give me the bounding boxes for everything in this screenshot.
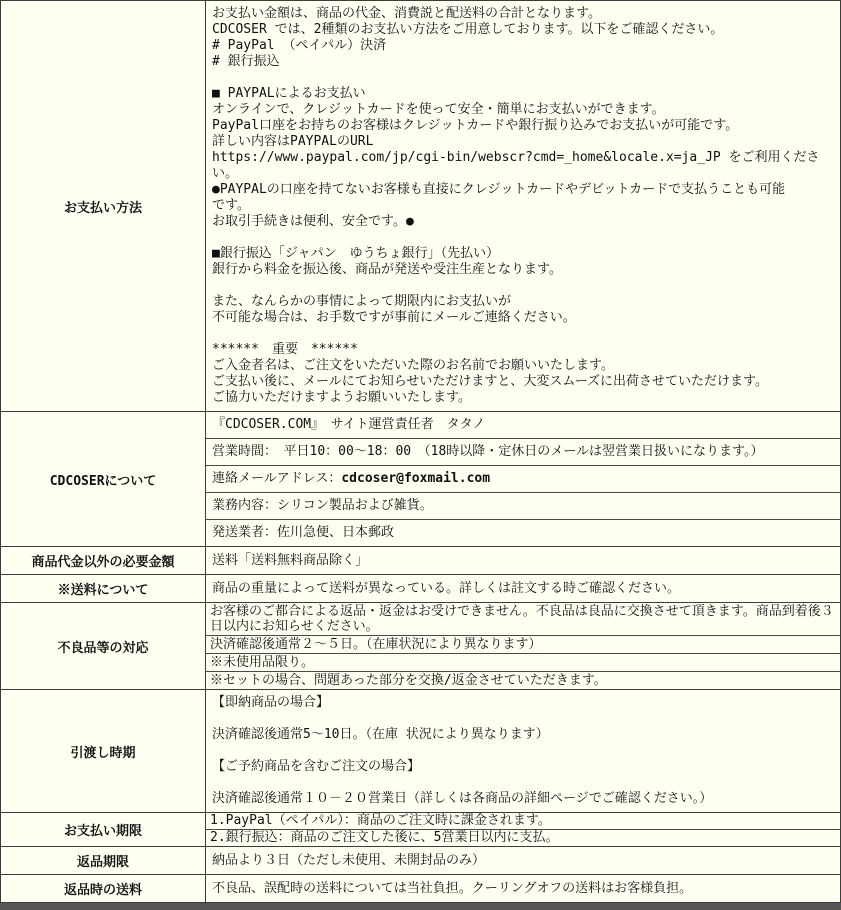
content-block xyxy=(206,465,840,492)
row-about-cdcoser xyxy=(1,412,841,547)
content-block xyxy=(206,492,840,519)
text-line: 納品より３日（ただし未使用、未開封品のみ） xyxy=(212,852,486,868)
row-header-payment-deadline: お支払い期限 xyxy=(1,813,206,847)
text-line: お支払い金額は、商品の代金、消費説と配送料の合計となります。 xyxy=(212,6,601,21)
row-content-payment-deadline xyxy=(206,813,841,847)
text-line: 詳しい内容はPAYPALのURL xyxy=(212,134,374,149)
content-block xyxy=(206,603,840,635)
content-block xyxy=(206,577,840,601)
row-payment-method xyxy=(1,1,841,412)
contact-email: cdcoser@foxmail.com xyxy=(341,471,491,486)
text-line: ■ PAYPALによるお支払い xyxy=(212,86,366,101)
row-header-return-shipping: 返品時の送料 xyxy=(1,875,206,903)
content-block xyxy=(206,880,840,898)
row-content-return-shipping xyxy=(206,875,841,903)
text-line: # PayPal （ペイパル）決済 xyxy=(212,38,387,53)
text-line: ※セットの場合、問題あった部分を交換/返金させていただきます。 xyxy=(210,673,607,688)
row-content-extra-fees xyxy=(206,547,841,575)
text-line: ご協力いただけますようお願いいたします。 xyxy=(212,390,471,405)
text-line: オンラインで、クレジットカードを使って安全・簡単にお支払いができます。 xyxy=(212,102,665,117)
text-line: ****** 重要 ****** xyxy=(212,342,358,357)
row-content-delivery-time xyxy=(206,690,841,813)
text-line: 『CDCOSER.COM』 サイト運営責任者 タタノ xyxy=(212,417,486,432)
text-line: 商品の重量によって送料が異なっている。詳しくは註文する時ご確認ください。 xyxy=(212,580,681,596)
text-line: ■銀行振込「ジャパン ゆうちょ銀行」（先払い） xyxy=(212,246,500,261)
content-block xyxy=(206,550,840,572)
row-header-defective-items: 不良品等の対応 xyxy=(1,603,206,690)
row-header-payment-method: お支払い方法 xyxy=(1,1,206,412)
row-content-return-deadline xyxy=(206,847,841,875)
text-line xyxy=(212,743,834,759)
row-content-defective-items xyxy=(206,603,841,690)
row-payment-deadline xyxy=(1,813,841,847)
row-return-shipping xyxy=(1,875,841,903)
row-delivery-time xyxy=(1,690,841,813)
text-line: PayPal口座をお持ちのお客様はクレジットカードや銀行振り込みでお支払いが可能です。 xyxy=(212,118,739,133)
text-line: 1.PayPal（ペイパル）：商品のご注文時に課金されます。 xyxy=(210,813,551,828)
text-line xyxy=(212,278,834,294)
text-line: ※未使用品限り。 xyxy=(210,655,315,670)
row-shipping-fee xyxy=(1,575,841,603)
row-header-extra-fees: 商品代金以外の必要金額 xyxy=(1,547,206,575)
row-content-shipping-fee xyxy=(206,575,841,603)
row-header-about-cdcoser: CDCOSERについて xyxy=(1,412,206,547)
text-line: 決済確認後通常２～５日。（在庫状況により異なります） xyxy=(210,637,542,652)
content-block xyxy=(206,813,840,829)
paypal-url-line: https://www.paypal.com/jp/cgi-bin/webscr?cmd=_home&locale.x=ja_JP をご利用ください。 xyxy=(212,150,820,181)
text-line: お取引手続きは便利、安全です。● xyxy=(212,214,414,229)
row-content-payment-method xyxy=(206,1,841,412)
text-line: # 銀行振込 xyxy=(212,54,280,69)
text-line: 決済確認後通常5～10日。（在庫 状況により異なります） xyxy=(212,727,549,742)
text-line xyxy=(212,775,834,791)
text-line: 銀行から料金を振込後、商品が発送や受注生産となります。 xyxy=(212,262,562,277)
row-content-about-cdcoser xyxy=(206,412,841,547)
text-line: お客様のご都合による返品・返金はお受けできません。不良品は良品に交換させて頂きます。商品到着後３日以内にお知らせください。 xyxy=(210,604,834,634)
text-line: 発送業者：佐川急便、日本郵政 xyxy=(212,525,395,540)
text-line xyxy=(212,230,834,246)
row-defective-items xyxy=(1,603,841,690)
text-line xyxy=(212,70,834,86)
text-line: CDCOSER では、2種類のお支払い方法をご用意しております。以下をご確認ください。 xyxy=(212,22,724,37)
content-block xyxy=(206,1,840,411)
text-line: ご入金者名は、ご注文をいただいた際のお名前でお願いいたします。 xyxy=(212,358,614,373)
row-header-delivery-time: 引渡し時期 xyxy=(1,690,206,813)
content-block xyxy=(206,438,840,465)
content-block xyxy=(206,412,840,438)
text-line: 2.銀行振込：商品のご注文した後に、5営業日以内に支払。 xyxy=(210,830,559,845)
content-block xyxy=(206,635,840,653)
text-line xyxy=(212,711,834,727)
text-line: です。 xyxy=(212,198,250,213)
text-segment: 連絡メールアドレス： xyxy=(212,471,342,486)
row-header-shipping-fee: ※送料について xyxy=(1,575,206,603)
text-line: 不良品、誤配時の送料については当社負担。クーリングオフの送料はお客様負担。 xyxy=(212,880,693,896)
text-line: また、なんらかの事情によって期限内にお支払いが xyxy=(212,294,512,309)
row-header-return-deadline: 返品期限 xyxy=(1,847,206,875)
content-block xyxy=(206,653,840,671)
content-block xyxy=(206,690,840,812)
content-block xyxy=(206,850,840,872)
row-extra-fees xyxy=(1,547,841,575)
row-return-deadline xyxy=(1,847,841,875)
text-line: 決済確認後通常１０－２０営業日（詳しくは各商品の詳細ページでご確認ください。） xyxy=(212,791,713,806)
text-line: 送料「送料無料商品除く」 xyxy=(212,552,369,568)
text-line: 【即納商品の場合】 xyxy=(212,695,330,710)
text-line: ご支払い後に、メールにてお知らせいただけますと、大変スムーズに出荷させていただけます。 xyxy=(212,374,769,389)
text-line xyxy=(212,326,834,342)
content-block xyxy=(206,829,840,846)
content-block xyxy=(206,519,840,546)
text-line: 業務内容：シリコン製品および雑貨。 xyxy=(212,498,433,513)
text-line xyxy=(212,471,834,487)
bottom-bar xyxy=(0,903,841,910)
text-line: ●PAYPALの口座を持てないお客様も直接にクレジットカードやデビットカードで支払うことも可能 xyxy=(212,182,786,197)
text-line: 不可能な場合は、お手数ですが事前にメールご連絡ください。 xyxy=(212,310,576,325)
text-line: 営業時間： 平日10：00～18：00 （18時以降・定休日のメールは翌営業日扱いになります。） xyxy=(212,444,764,459)
text-line: 【ご予約商品を含むご注文の場合】 xyxy=(212,759,421,774)
content-block xyxy=(206,671,840,689)
